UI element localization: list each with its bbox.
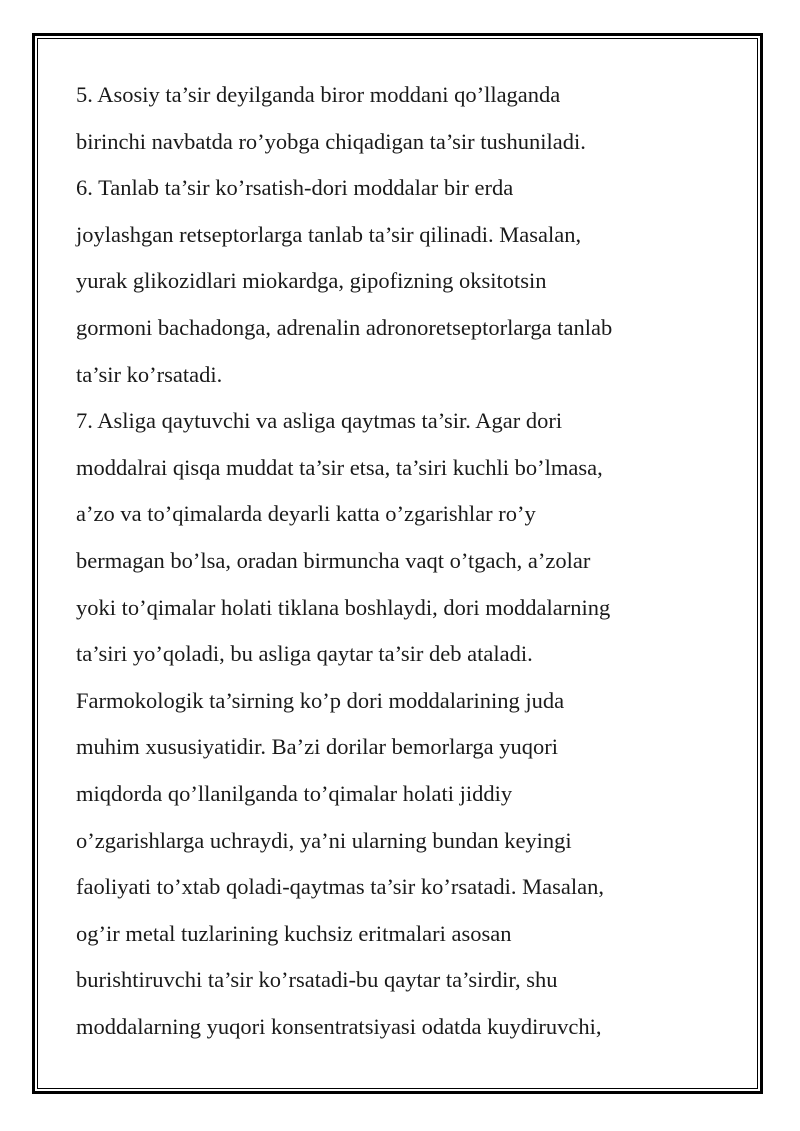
text-line: miqdorda qo’llanilganda to’qimalar holati jiddiy [76,780,513,806]
text-line: birinchi navbatda ro’yobga chiqadigan ta’sir tushuniladi. [76,128,586,154]
text-line: yurak glikozidlari miokardga, gipofizning oksitotsin [76,268,547,294]
text-line: 7. Asliga qaytuvchi va asliga qaytmas ta’sir. Agar dori [76,408,563,434]
text-line: og’ir metal tuzlarining kuchsiz eritmalari asosan [76,920,512,946]
text-line: joylashgan retseptorlarga tanlab ta’sir qilinadi. Masalan, [76,221,582,247]
text-line: bermagan bo’lsa, oradan birmuncha vaqt o’tgach, a’zolar [76,547,591,573]
text-line: burishtiruvchi ta’sir ko’rsatadi-bu qaytar ta’sirdir, shu [76,967,558,993]
document-body [76,72,756,1050]
text-line: gormoni bachadonga, adrenalin adronoretseptorlarga tanlab [76,314,613,340]
text-line: o’zgarishlarga uchraydi, ya’ni ularning bundan keyingi [76,827,572,853]
text-line: yoki to’qimalar holati tiklana boshlaydi, dori moddalarning [76,594,611,620]
text-line: 5. Asosiy ta’sir deyilganda biror moddani qo’llaganda [76,82,561,107]
text-line: 6. Tanlab ta’sir ko’rsatish-dori moddalar bir erda [76,175,514,201]
text-line: a’zo va to’qimalarda deyarli katta o’zgarishlar ro’y [76,501,536,527]
text-line: Farmokologik ta’sirning ko’p dori moddalarining juda [76,687,565,713]
text-line: ta’siri yo’qoladi, bu asliga qaytar ta’sir deb ataladi. [76,641,533,667]
text-line: moddalarning yuqori konsentratsiyasi odatda kuydiruvchi, [76,1013,602,1039]
text-line: muhim xususiyatidir. Ba’zi dorilar bemorlarga yuqori [76,734,558,760]
text-line: faoliyati to’xtab qoladi-qaytmas ta’sir ko’rsatadi. Masalan, [76,874,604,900]
text-line: moddalrai qisqa muddat ta’sir etsa, ta’siri kuchli bo’lmasa, [76,454,603,480]
text-line: ta’sir ko’rsatadi. [76,361,223,387]
